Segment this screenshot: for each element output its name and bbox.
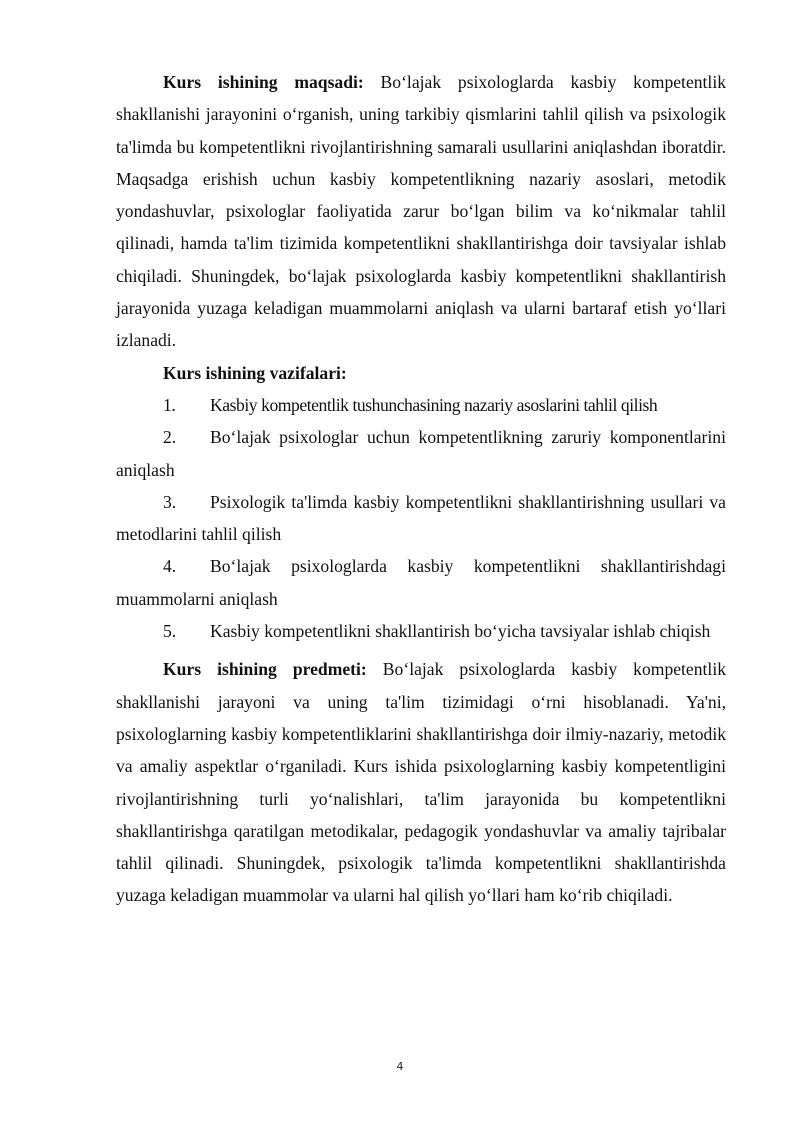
task-item-3 [116, 486, 726, 551]
document-page [116, 66, 726, 912]
task-item-1 [116, 389, 726, 421]
task-item-5 [116, 615, 726, 647]
task-number: 5. [163, 621, 177, 642]
task-text: Kasbiy kompetentlik tushunchasining nazariy asoslarini tahlil qilish [210, 394, 658, 415]
subject-paragraph [116, 653, 726, 911]
goal-text: Bo‘lajak psixologlarda kasbiy kompetentlik shakllanishi jarayonini o‘rganish, uning tarkibiy qismlarini tahlil qilish va psixologik ta'limda bu kompetentlikni rivojlantirishning samarali usullarini aniqlashdan iboratdir. Maqsadga erishish uchun kasbiy kompetentlikning nazariy asoslari, metodik yondashuvlar, psixologlar faoliyatida zarur bo‘lgan bilim va ko‘nikmalar tahlil qilinadi, hamda ta'lim tizimida kompetentlikni shakllantirishga doir tavsiyalar ishlab chiqiladi. Shuningdek, bo‘lajak psixologlarda kasbiy kompetentlikni shakllantirish jarayonida yuzaga keladigan muammolarni aniqlash va ularni bartaraf etish yo‘llari izlanadi. [116, 72, 727, 351]
subject-label: Kurs ishining predmeti: [163, 659, 367, 680]
task-item-2 [116, 421, 726, 486]
task-text: Kasbiy kompetentlikni shakllantirish bo‘yicha tavsiyalar ishlab chiqish [210, 621, 711, 642]
task-text: Bo‘lajak psixologlarda kasbiy kompetentlikni shakllantirishdagi muammolarni aniqlash [116, 556, 726, 609]
task-item-4 [116, 550, 726, 615]
task-number: 4. [163, 556, 177, 577]
task-text: Bo‘lajak psixologlar uchun kompetentlikning zaruriy komponentlarini aniqlash [116, 427, 726, 480]
task-number: 2. [163, 427, 177, 448]
task-number: 1. [163, 394, 176, 415]
subject-text: Bo‘lajak psixologlarda kasbiy kompetentlik shakllanishi jarayoni va uning ta'lim tizimidagi o‘rni hisoblanadi. Ya'ni, psixologlarning kasbiy kompetentliklarini shakllantirishga doir ilmiy-nazariy, metodik va amaliy aspektlar o‘rganiladi. Kurs ishida psixologlarning kasbiy kompetentligini rivojlantirishning turli yo‘nalishlari, ta'lim jarayonida bu kompetentlikni shakllantirishga qaratilgan metodikalar, pedagogik yondashuvlar va amaliy tajribalar tahlil qilinadi. Shuningdek, psixologik ta'limda kompetentlikni shakllantirishda yuzaga keladigan muammolar va ularni hal qilish yo‘llari ham ko‘rib chiqiladi. [116, 659, 726, 906]
goal-label: Kurs ishining maqsadi: [163, 72, 364, 92]
task-number: 3. [163, 491, 177, 512]
tasks-heading: Kurs ishining vazifalari: [163, 362, 347, 383]
task-text: Psixologik ta'limda kasbiy kompetentlikni shakllantirishning usullari va metodlarini tahlil qilish [116, 491, 726, 545]
page-number: 4 [396, 1060, 404, 1073]
goal-paragraph [116, 66, 726, 357]
